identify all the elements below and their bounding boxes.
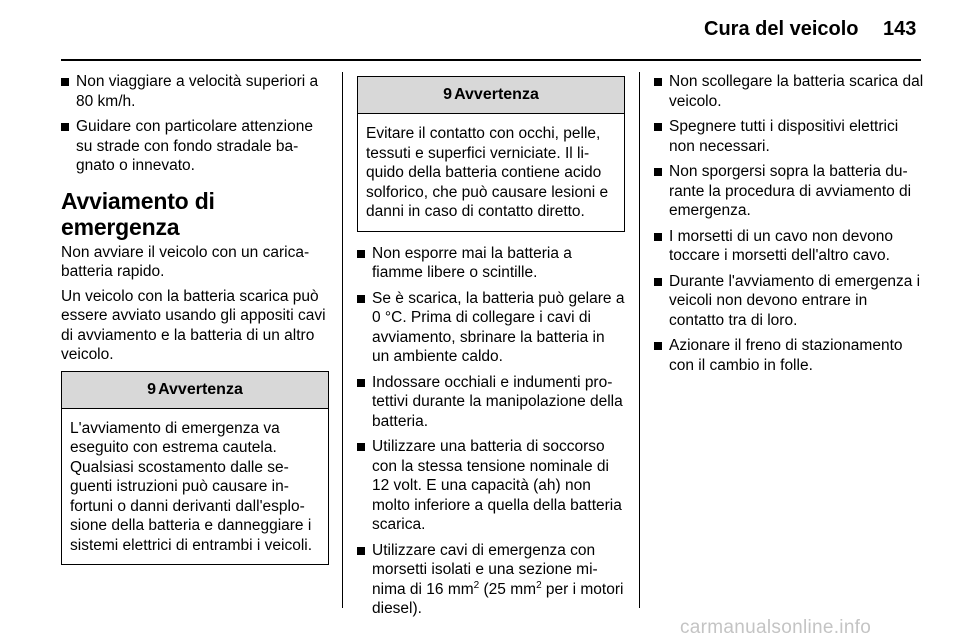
list-item: Non viaggiare a velocità superiori a 80 km/h.	[61, 72, 329, 111]
page-header	[0, 0, 960, 60]
list-item: Durante l'avviamento di emergenza i veicoli non devono entrare in contatto tra di loro.	[654, 272, 926, 331]
header-divider	[61, 59, 921, 61]
list-item: I morsetti di un cavo non devono toccare i morsetti dell'altro cavo.	[654, 227, 926, 266]
warning-symbol-icon: 9	[147, 380, 157, 398]
warning-title: Avvertenza	[454, 86, 539, 104]
bullet-square-icon	[654, 168, 662, 176]
bullet-square-icon	[654, 342, 662, 350]
list-item: Utilizzare una batteria di soccorso con la stessa tensione nominale di 12 volt. E una capacità (ah) non molto inferiore a quella della batteria scarica.	[357, 437, 625, 535]
list-item: Se è scarica, la batteria può gelare a 0 °C. Prima di collegare i cavi di avviamento, sbrinare la batteria in un ambiente caldo.	[357, 289, 625, 367]
bullet-square-icon	[357, 379, 365, 387]
bullet-square-icon	[654, 278, 662, 286]
watermark: carmanualsonline.info	[680, 617, 872, 638]
list-item: Spegnere tutti i dispositivi elettrici non necessari.	[654, 117, 926, 156]
warning-box	[357, 76, 625, 232]
bullet-square-icon	[61, 78, 69, 86]
warning-text: L'avviamento di emergenza va eseguito con estrema cautela. Qualsiasi scostamento dalle seguenti istruzioni può causare infortuni o danni derivanti dall'esplosione della batteria e danneggiare i sistemi elettrici di entrambi i veicoli.	[70, 419, 313, 554]
list-item: Utilizzare cavi di emergenza con morsetti isolati e una sezione minima di 16 $mm^2$ (25 $mm^2$ per i motori diesel).	[357, 541, 625, 619]
list-item: Guidare con particolare attenzione su strade con fondo stradale bagnato o innevato.	[61, 117, 329, 176]
column-divider	[342, 72, 343, 608]
bullet-square-icon	[357, 250, 365, 258]
warning-header	[358, 77, 624, 114]
bullet-list	[357, 244, 625, 619]
bullet-square-icon	[61, 123, 69, 131]
column-2	[357, 76, 625, 625]
paragraph: Un veicolo con la batteria scarica può essere avviato usando gli appositi cavi di avviamento e la batteria di un altro veicolo.	[61, 287, 326, 363]
paragraph: Non avviare il veicolo con un caricabatteria rapido.	[61, 243, 310, 280]
warning-box	[61, 371, 329, 566]
bullet-square-icon	[654, 78, 662, 86]
warning-header	[62, 372, 328, 409]
list-item: Non scollegare la batteria scarica dal veicolo.	[654, 72, 926, 111]
page-title: Cura del veicolo	[704, 18, 859, 40]
section-heading: Avviamento di emergenza	[61, 187, 215, 240]
column-1	[61, 72, 329, 565]
bullet-list	[654, 72, 926, 375]
bullet-square-icon	[654, 123, 662, 131]
bullet-list	[61, 72, 329, 176]
bullet-square-icon	[357, 547, 365, 555]
bullet-square-icon	[654, 233, 662, 241]
list-item: Indossare occhiali e indumenti protettivi durante la manipolazione della batteria.	[357, 373, 625, 432]
warning-title: Avvertenza	[158, 380, 243, 398]
bullet-square-icon	[357, 443, 365, 451]
column-3	[654, 72, 926, 381]
warning-text: Evitare il contatto con occhi, pelle, tessuti e superfici verniciate. Il liquido della batteria contiene acido solforico, che può causare lesioni e danni in caso di contatto diretto.	[366, 125, 609, 220]
column-divider	[639, 72, 640, 608]
bullet-square-icon	[357, 295, 365, 303]
list-item: Non sporgersi sopra la batteria durante la procedura di avviamento di emergenza.	[654, 162, 926, 221]
list-item: Azionare il freno di stazionamento con il cambio in folle.	[654, 336, 926, 375]
page-number: 143	[883, 18, 917, 40]
warning-symbol-icon: 9	[443, 86, 453, 104]
list-item: Non esporre mai la batteria a fiamme libere o scintille.	[357, 244, 625, 283]
